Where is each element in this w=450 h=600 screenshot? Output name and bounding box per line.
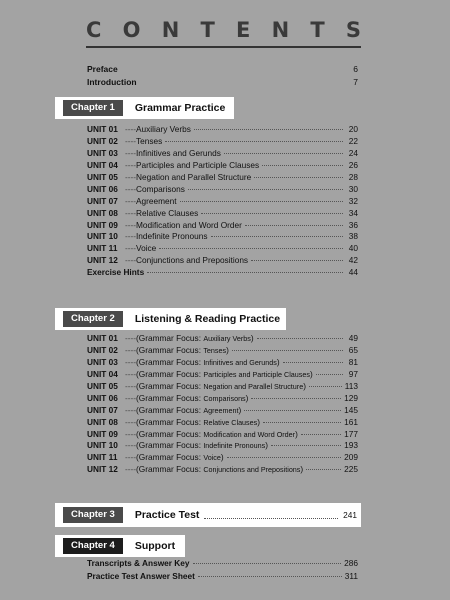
separator: ----: [125, 171, 137, 182]
unit-number: UNIT 05: [87, 380, 118, 391]
leader-dots: [165, 141, 343, 142]
front-matter-item[interactable]: [87, 76, 358, 89]
chapter-tag: Chapter 1: [63, 100, 123, 116]
unit-row[interactable]: [87, 208, 358, 220]
separator: ----: [125, 159, 137, 170]
unit-row[interactable]: [87, 452, 358, 464]
unit-title: [136, 464, 303, 476]
leader-dots: [180, 201, 343, 202]
leader-dots: [204, 518, 338, 519]
unit-number: UNIT 09: [87, 219, 118, 230]
separator: ----: [125, 243, 137, 254]
focus-suffix: ): [245, 392, 249, 403]
item-label: Transcripts & Answer Key: [87, 558, 190, 568]
unit-row[interactable]: [87, 172, 358, 184]
separator: ----: [125, 147, 137, 158]
unit-number: UNIT 10: [87, 440, 118, 451]
unit-number: UNIT 12: [87, 255, 118, 266]
leader-dots: [283, 362, 343, 363]
page-number: 81: [348, 356, 358, 367]
unit-number: UNIT 03: [87, 356, 118, 367]
unit-number: UNIT 07: [87, 195, 118, 206]
focus-suffix: ): [295, 428, 298, 439]
unit-row[interactable]: [87, 440, 358, 452]
leader-dots: [251, 398, 341, 399]
page-number: 225: [344, 464, 358, 475]
unit-number: UNIT 01: [87, 333, 118, 343]
item-label: Practice Test Answer Sheet: [87, 570, 195, 581]
unit-title: Negation and Parallel Structure: [136, 171, 252, 182]
separator: ----: [125, 452, 137, 463]
unit-title: Participles and Participle Clauses: [136, 159, 260, 170]
unit-row[interactable]: [87, 464, 358, 476]
focus-topic: Tenses: [203, 345, 227, 355]
focus-suffix: ): [238, 404, 242, 415]
unit-title: Modification and Word Order: [136, 219, 242, 230]
page-number: 32: [348, 195, 358, 206]
list-item[interactable]: [87, 557, 358, 570]
contents-title: [86, 18, 361, 42]
title-letter: E: [236, 18, 251, 42]
page-number: 22: [348, 135, 358, 146]
chapter-tag: Chapter 3: [63, 507, 123, 523]
unit-row[interactable]: [87, 393, 358, 405]
page-number: 177: [344, 428, 358, 439]
unit-row[interactable]: [87, 255, 358, 267]
unit-title: [136, 429, 298, 441]
unit-title: Relative Clauses: [136, 207, 199, 218]
unit-row[interactable]: [87, 124, 358, 136]
unit-number: UNIT 02: [87, 344, 118, 355]
unit-row[interactable]: [87, 220, 358, 232]
separator: ----: [125, 135, 137, 146]
unit-row[interactable]: [87, 381, 358, 393]
unit-row[interactable]: [87, 231, 358, 243]
separator: ----: [125, 368, 137, 379]
leader-dots: [198, 576, 342, 577]
focus-topic: Conjunctions and Prepositions: [203, 465, 301, 475]
unit-row[interactable]: [87, 405, 358, 417]
page-number: 42: [348, 255, 358, 266]
unit-number: UNIT 06: [87, 183, 118, 194]
unit-row[interactable]: [87, 429, 358, 441]
focus-suffix: ): [250, 333, 254, 343]
page-number: 286: [344, 558, 358, 568]
chapter-tag: Chapter 2: [63, 311, 123, 327]
unit-row[interactable]: [87, 160, 358, 172]
list-item[interactable]: [87, 570, 358, 583]
focus-topic: Voice: [203, 453, 221, 463]
focus-suffix: ): [300, 464, 304, 475]
leader-dots: [188, 189, 343, 190]
unit-number: UNIT 05: [87, 171, 118, 182]
page-number: 38: [348, 231, 358, 242]
unit-number: UNIT 12: [87, 464, 118, 475]
unit-row[interactable]: [87, 369, 358, 381]
front-matter-label: Preface: [87, 64, 118, 74]
unit-title: [136, 440, 268, 452]
focus-prefix: (Grammar Focus:: [136, 392, 201, 403]
unit-number: UNIT 02: [87, 135, 118, 146]
title-letter: S: [345, 18, 361, 42]
leader-dots: [201, 213, 343, 214]
exercise-hints-row[interactable]: [87, 267, 358, 279]
unit-row[interactable]: [87, 357, 358, 369]
page-number: 97: [348, 368, 358, 379]
chapter-name: Support: [134, 540, 176, 552]
separator: ----: [125, 356, 137, 367]
leader-dots: [227, 457, 341, 458]
unit-row[interactable]: [87, 148, 358, 160]
unit-title: Comparisons: [136, 183, 185, 194]
focus-prefix: (Grammar Focus:: [136, 380, 201, 391]
separator: ----: [125, 404, 137, 415]
chapter-2-header[interactable]: [55, 308, 286, 330]
unit-row[interactable]: [87, 417, 358, 429]
leader-dots: [194, 129, 343, 130]
hints-label: Exercise Hints: [87, 267, 145, 278]
focus-suffix: ): [265, 440, 269, 451]
leader-dots: [224, 153, 343, 154]
leader-dots: [254, 177, 343, 178]
focus-prefix: (Grammar Focus:: [136, 344, 201, 355]
unit-title: Tenses: [136, 135, 163, 146]
page-number: 129: [344, 392, 358, 403]
unit-title: [136, 369, 313, 381]
leader-dots: [159, 248, 343, 249]
front-matter-item[interactable]: [87, 63, 358, 76]
unit-title: [136, 393, 248, 405]
title-letter: T: [200, 18, 215, 42]
focus-prefix: (Grammar Focus:: [136, 440, 201, 451]
focus-prefix: (Grammar Focus:: [136, 404, 201, 415]
leader-dots: [147, 272, 343, 273]
leader-dots: [263, 422, 341, 423]
title-letter: N: [161, 18, 180, 42]
focus-prefix: (Grammar Focus:: [136, 333, 201, 343]
separator: ----: [125, 124, 137, 134]
leader-dots: [309, 386, 342, 387]
focus-suffix: ): [303, 380, 306, 391]
focus-topic: Participles and Participle Clauses: [203, 369, 310, 379]
page-number: 24: [348, 147, 358, 158]
unit-number: UNIT 03: [87, 147, 118, 158]
focus-topic: Indefinite Pronouns: [203, 441, 266, 451]
focus-prefix: (Grammar Focus:: [136, 452, 201, 463]
unit-title: [136, 333, 254, 345]
leader-dots: [211, 236, 344, 237]
page-number: 40: [348, 243, 358, 254]
unit-number: UNIT 04: [87, 368, 118, 379]
front-matter: [87, 63, 358, 89]
page-number: 20: [348, 124, 358, 134]
unit-number: UNIT 09: [87, 428, 118, 439]
unit-title: [136, 452, 224, 464]
focus-topic: Relative Clauses: [203, 417, 258, 427]
page-number: 145: [344, 404, 358, 415]
unit-row[interactable]: [87, 333, 358, 345]
leader-dots: [301, 434, 341, 435]
unit-row[interactable]: [87, 243, 358, 255]
separator: ----: [125, 416, 137, 427]
separator: ----: [125, 183, 137, 194]
page-number: 44: [348, 267, 358, 278]
title-rule: [86, 46, 361, 48]
focus-suffix: ): [309, 368, 313, 379]
leader-dots: [271, 445, 341, 446]
unit-number: UNIT 01: [87, 124, 118, 134]
focus-suffix: ): [257, 416, 261, 427]
page-number: 113: [344, 380, 358, 391]
unit-row[interactable]: [87, 136, 358, 148]
unit-number: UNIT 08: [87, 416, 118, 427]
focus-prefix: (Grammar Focus:: [136, 368, 201, 379]
unit-title: [136, 405, 241, 417]
unit-title: [136, 357, 280, 369]
separator: ----: [125, 207, 137, 218]
unit-row[interactable]: [87, 345, 358, 357]
focus-prefix: (Grammar Focus:: [136, 464, 201, 475]
unit-row[interactable]: [87, 196, 358, 208]
leader-dots: [262, 165, 343, 166]
page-number: 26: [348, 159, 358, 170]
unit-number: UNIT 11: [87, 452, 118, 463]
chapter-2-list: [87, 333, 358, 476]
separator: ----: [125, 231, 137, 242]
focus-topic: Infinitives and Gerunds: [203, 357, 277, 367]
separator: ----: [125, 392, 137, 403]
front-matter-label: Introduction: [87, 77, 137, 87]
unit-title: Indefinite Pronouns: [136, 231, 208, 242]
leader-dots: [316, 374, 343, 375]
separator: ----: [125, 219, 137, 230]
focus-prefix: (Grammar Focus:: [136, 416, 201, 427]
unit-number: UNIT 04: [87, 159, 118, 170]
page-number: 36: [348, 219, 358, 230]
chapter-name: Listening & Reading Practice: [134, 313, 281, 325]
page-number: 65: [348, 344, 358, 355]
leader-dots: [251, 260, 343, 261]
unit-title: [136, 345, 229, 357]
unit-title: Voice: [136, 243, 157, 254]
page-number: 7: [353, 77, 358, 87]
unit-number: UNIT 06: [87, 392, 118, 403]
leader-dots: [245, 225, 343, 226]
page-number: 30: [348, 183, 358, 194]
focus-topic: Agreement: [203, 405, 239, 415]
focus-topic: Auxiliary Verbs: [203, 334, 251, 343]
unit-title: [136, 381, 306, 393]
chapter-4-header[interactable]: [55, 535, 185, 557]
separator: ----: [125, 344, 137, 355]
separator: ----: [125, 380, 137, 391]
focus-prefix: (Grammar Focus:: [136, 356, 201, 367]
unit-title: Agreement: [136, 195, 177, 206]
separator: ----: [125, 428, 137, 439]
page-number: 34: [348, 207, 358, 218]
title-letter: N: [271, 18, 290, 42]
page-number: 311: [344, 570, 358, 581]
leader-dots: [244, 410, 341, 411]
separator: ----: [125, 440, 137, 451]
separator: ----: [125, 464, 137, 475]
page-number: 209: [344, 452, 358, 463]
focus-suffix: ): [276, 356, 280, 367]
title-letter: O: [122, 18, 141, 42]
unit-number: UNIT 11: [87, 243, 118, 254]
focus-topic: Comparisons: [203, 393, 246, 403]
chapter-name: Grammar Practice: [134, 102, 226, 114]
focus-prefix: (Grammar Focus:: [136, 428, 201, 439]
chapter-3-header[interactable]: [55, 503, 361, 527]
leader-dots: [232, 350, 343, 351]
page-number: 161: [344, 416, 358, 427]
unit-title: [136, 417, 260, 429]
title-letter: T: [310, 18, 325, 42]
unit-title: Auxiliary Verbs: [136, 124, 191, 134]
page-number: 193: [344, 440, 358, 451]
focus-suffix: ): [220, 452, 224, 463]
unit-title: Conjunctions and Prepositions: [136, 255, 249, 266]
leader-dots: [193, 563, 342, 564]
page-number: 241: [343, 510, 357, 520]
focus-topic: Modification and Word Order: [203, 429, 296, 439]
separator: ----: [125, 333, 137, 343]
separator: ----: [125, 255, 137, 266]
unit-number: UNIT 10: [87, 231, 118, 242]
leader-dots: [257, 338, 343, 339]
separator: ----: [125, 195, 137, 206]
leader-dots: [306, 469, 341, 470]
chapter-1-header[interactable]: [55, 97, 234, 119]
focus-topic: Negation and Parallel Structure: [203, 381, 304, 391]
page-number: 28: [348, 171, 358, 182]
unit-row[interactable]: [87, 184, 358, 196]
unit-number: UNIT 08: [87, 207, 118, 218]
focus-suffix: ): [226, 344, 229, 355]
unit-title: Infinitives and Gerunds: [136, 147, 221, 158]
title-letter: C: [86, 18, 102, 42]
unit-number: UNIT 07: [87, 404, 118, 415]
chapter-4-list: [87, 557, 358, 582]
page-number: 6: [353, 64, 358, 74]
chapter-name: Practice Test: [134, 509, 200, 521]
chapter-1-list: [87, 124, 358, 279]
chapter-tag: Chapter 4: [63, 538, 123, 554]
page-number: 49: [348, 333, 358, 343]
